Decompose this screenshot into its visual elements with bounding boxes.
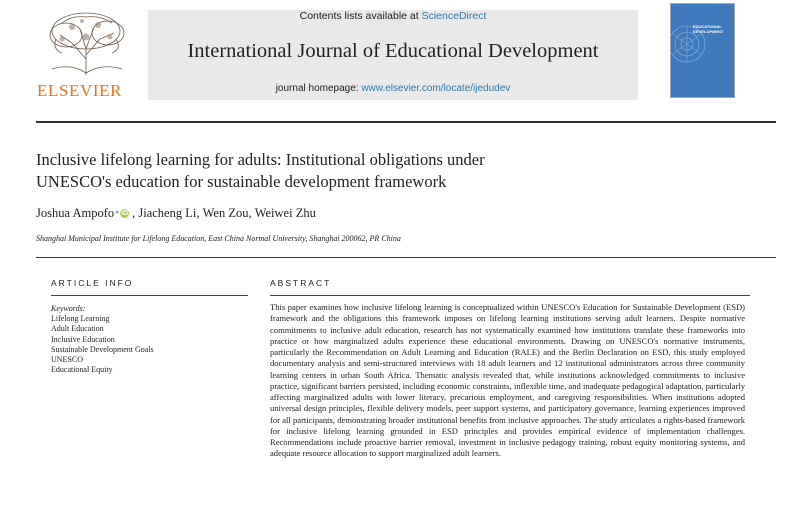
corresponding-author-mark: *	[115, 209, 120, 218]
author-name[interactable]: Wen Zou	[202, 206, 249, 220]
author-separator: ,	[132, 206, 139, 220]
keyword-item: Adult Education	[51, 324, 104, 334]
homepage-line	[148, 83, 638, 94]
keyword-item: Lifelong Learning	[51, 314, 110, 324]
article-title-line-1: Inclusive lifelong learning for adults: Institutional obligations under	[36, 150, 485, 169]
orcid-icon[interactable]: iD	[121, 210, 129, 217]
publisher-wordmark: ELSEVIER	[37, 81, 123, 100]
article-title	[36, 149, 756, 192]
abstract-rule	[270, 295, 750, 296]
author-separator: ,	[196, 206, 203, 220]
journal-header	[148, 10, 638, 100]
homepage-prefix: journal homepage:	[275, 83, 362, 94]
author-name[interactable]: Joshua Ampofo	[36, 206, 115, 220]
article-info-rule	[51, 295, 248, 296]
journal-cover-image	[670, 3, 735, 98]
keywords-label: Keywords:	[51, 304, 86, 313]
abstract-text: This paper examines how inclusive lifelong learning is conceptualized within UNESCO's Education for Sustainable Development (ESD) framework and the obligations this framework imposes on lifelong learning institutions serving adult learners. Despite normative commitments to inclusive adult education, research has not systematically examined how institutions translate these frameworks into practice or how marginalized adults experience these educational environments. Drawing on UNESCO's normative instruments, particularly the Recommendation on Adult Learning and Education (RALE) and the Berlin Declaration on ESD, this study employed documentary analysis and semi-structured interviews with 18 adult learners and 12 institutional administrators across three community learning centers in urban South Africa. Thematic analysis revealed that, while institutions acknowledged commitments to inclusive practice, significant barriers persisted, including economic constraints, inflexible time, and inadequate pedagogical adaptation, particularly affecting marginalized adults with lower literacy, precarious employment, and caregiving responsibilities. When institutions adopted universal design principles, flexible delivery models, peer support systems, and participatory governance, learning experiences improved for all participants, demonstrating broader institutional benefits from inclusive approaches. The study articulates a rights-based framework for inclusive lifelong learning grounded in ESD principles and provides empirical evidence of implementation challenges. Recommendations include proactive barrier removal, investment in inclusive pedagogy training, robust equity monitoring systems, and adequate resource allocation to support marginalized adult learners.	[270, 302, 745, 459]
sciencedirect-link[interactable]: ScienceDirect	[421, 10, 487, 22]
author-affiliation: Shanghai Municipal Institute for Lifelong Education, East China Normal University, Shanghai 200062, PR China	[36, 234, 401, 243]
keywords-list	[51, 304, 154, 375]
meta-rule	[36, 257, 776, 258]
article-info-heading: ARTICLE INFO	[51, 278, 134, 288]
keyword-item: Educational Equity	[51, 365, 113, 375]
author-name[interactable]: Jiacheng Li	[138, 206, 197, 220]
article-title-line-2: UNESCO's education for sustainable development framework	[36, 171, 447, 191]
header-rule	[36, 121, 776, 123]
journal-homepage-link[interactable]: www.elsevier.com/locate/ijedudev	[361, 83, 511, 94]
elsevier-tree-icon	[42, 9, 130, 77]
keyword-item: Sustainable Development Goals	[51, 344, 154, 354]
contents-line	[148, 10, 638, 22]
cover-title: EDUCATIONAL DEVELOPMENT	[693, 24, 724, 34]
author-name[interactable]: Weiwei Zhu	[254, 206, 316, 220]
keyword-item: Inclusive Education	[51, 334, 115, 344]
author-separator: ,	[248, 206, 255, 220]
author-list	[36, 206, 316, 221]
abstract-heading: ABSTRACT	[270, 278, 332, 288]
cover-globe-icon	[671, 4, 734, 97]
journal-title: International Journal of Educational Development	[187, 40, 599, 62]
keyword-item: UNESCO	[51, 355, 84, 365]
contents-prefix: Contents lists available at	[299, 10, 422, 22]
